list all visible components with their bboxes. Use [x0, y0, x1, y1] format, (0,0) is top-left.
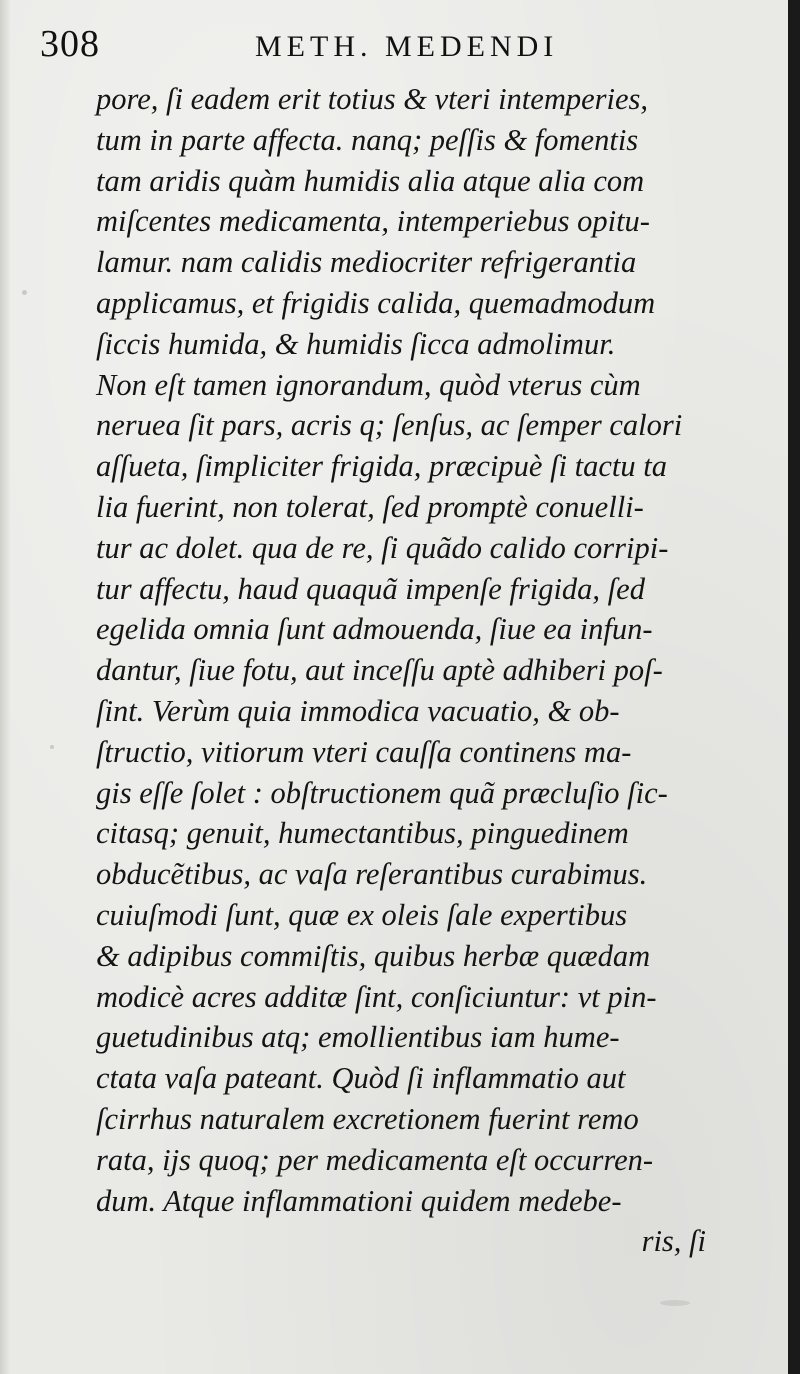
text-line: lia fuerint, non tolerat, ſed promptè conuelli- [96, 489, 644, 524]
text-line: modicè acres additæ ſint, conſiciuntur: vt pin- [96, 979, 657, 1014]
text-line: ctata vaſa pateant. Quòd ſi inflammatio aut [96, 1061, 626, 1096]
text-line: gis eſſe ſolet : obſtructionem quã præcluſio ſic- [96, 775, 668, 810]
text-line: guetudinibus atq; emollientibus iam hume- [96, 1020, 620, 1055]
text-line: applicamus, et frigidis calida, quemadmodum [96, 285, 656, 320]
running-head: METH. MEDENDI [255, 30, 559, 63]
text-line: rata, ijs quoq; per medicamenta eſt occurren- [96, 1142, 654, 1177]
text-line: aſſueta, ſimpliciter frigida, præcipuè ſi tactu ta [96, 449, 667, 484]
page-number: 308 [40, 23, 100, 65]
ink-speck [22, 290, 27, 295]
text-line: ſtructio, vitiorum vteri cauſſa continens ma- [96, 734, 632, 769]
text-line: tur affectu, haud quaquã impenſe frigida, ſed [96, 571, 645, 606]
text-line: tur ac dolet. qua de re, ſi quãdo calido corripi- [96, 530, 669, 565]
text-line: pore, ſi eadem erit totius & vteri intemperies, [96, 82, 649, 116]
text-line: neruea ſit pars, acris q; ſenſus, ac ſemper calori [96, 408, 683, 443]
page-gutter-shadow [0, 0, 10, 1374]
text-line: Non eſt tamen ignorandum, quòd vterus cùm [96, 367, 641, 402]
body-text [96, 79, 746, 1262]
catchword: ris, ſi [641, 1224, 706, 1259]
page-header [40, 22, 740, 72]
text-line: dum. Atque inflammationi quidem medebe- [96, 1183, 622, 1218]
text-line: egelida omnia ſunt admouenda, ſiue ea infun- [96, 612, 653, 647]
text-line: lamur. nam calidis mediocriter refrigerantia [96, 245, 637, 280]
text-line: dantur, ſiue fotu, aut inceſſu aptè adhiberi poſ- [96, 653, 663, 688]
ink-speck [660, 1300, 690, 1306]
text-line: miſcentes medicamenta, intemperiebus opitu- [96, 204, 650, 239]
text-line: tam aridis quàm humidis alia atque alia com [96, 163, 645, 198]
text-line: tum in parte affecta. nanq; peſſis & fomentis [96, 122, 639, 157]
page-edge-shadow [788, 0, 800, 1374]
text-line: obducẽtibus, ac vaſa reſerantibus curabimus. [96, 857, 648, 892]
text-line: ſint. Verùm quia immodica vacuatio, & ob- [96, 693, 620, 728]
text-line: ſcirrhus naturalem excretionem fuerint remo [96, 1101, 639, 1136]
text-line: citasq; genuit, humectantibus, pinguedinem [96, 816, 629, 851]
text-line: cuiuſmodi ſunt, quæ ex oleis ſale expertibus [96, 897, 628, 932]
text-line: & adipibus commiſtis, quibus herbæ quædam [96, 938, 651, 973]
text-line: ſiccis humida, & humidis ſicca admolimur. [96, 326, 616, 361]
ink-speck [50, 745, 54, 749]
